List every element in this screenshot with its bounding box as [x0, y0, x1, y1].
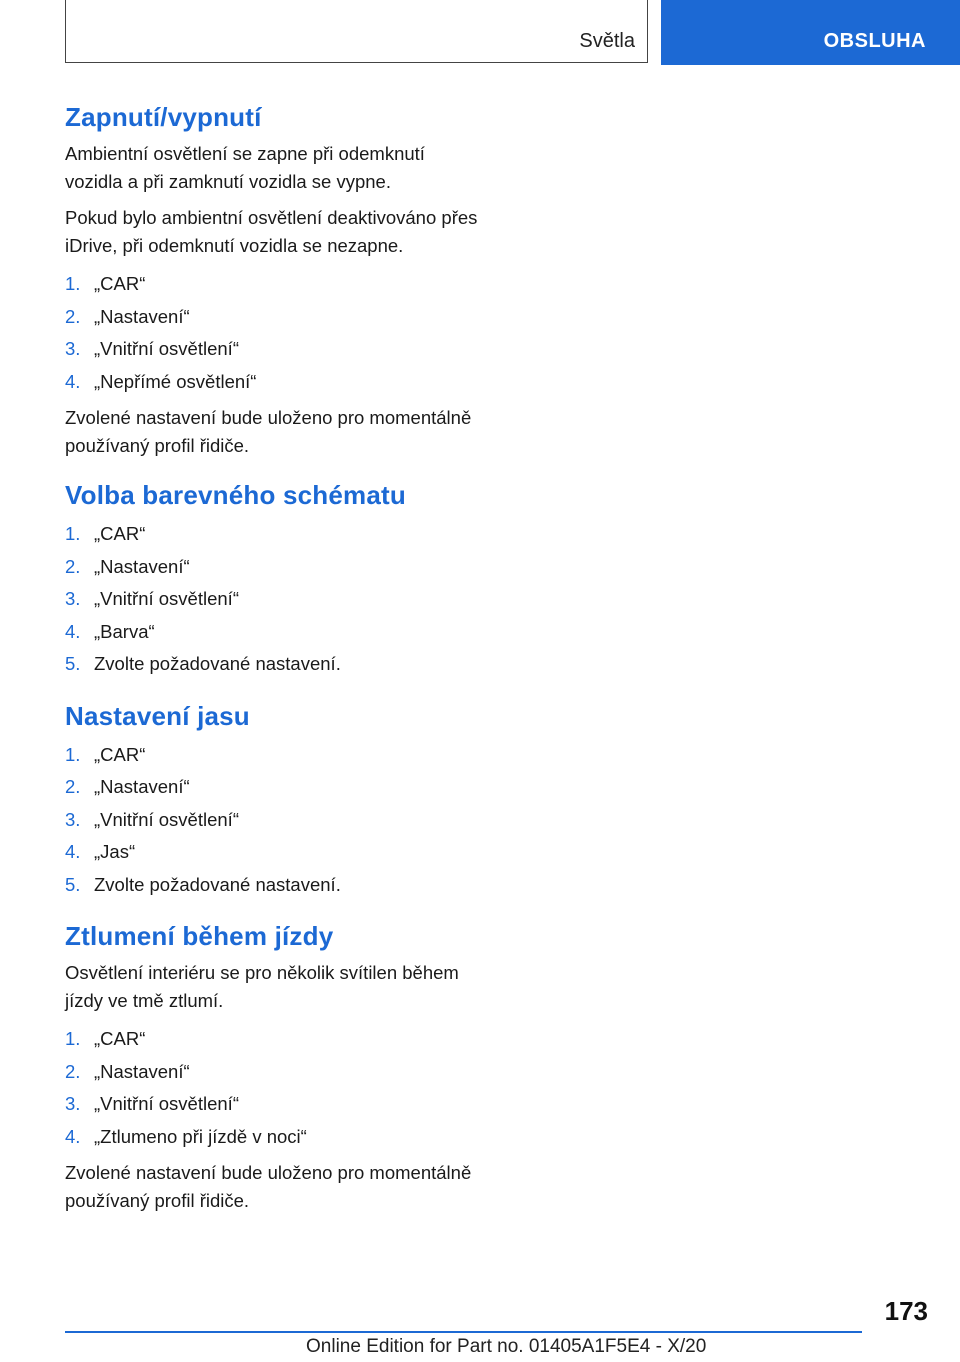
step-number: 4. — [65, 841, 81, 862]
list-item — [65, 333, 485, 366]
step-number: 5. — [65, 873, 81, 895]
step-text: „Nepřímé osvětlení“ — [94, 370, 257, 392]
step-text: „Barva“ — [94, 620, 155, 642]
list-item — [65, 518, 485, 551]
list-item — [65, 869, 485, 902]
step-number: 1. — [65, 743, 81, 765]
section-title: OBSLUHA — [823, 30, 926, 52]
steps-list — [65, 518, 485, 681]
step-number: 2. — [65, 776, 81, 797]
step-number: 3. — [65, 338, 81, 359]
footer-divider — [65, 1331, 862, 1333]
list-item — [65, 1023, 485, 1056]
steps-list — [65, 739, 485, 902]
step-number: 4. — [65, 620, 81, 642]
section-color-scheme — [65, 478, 485, 681]
step-text: „Nastavení“ — [94, 1060, 190, 1082]
list-item — [65, 739, 485, 772]
paragraph: Osvětlení interiéru se pro několik svítilen během jízdy ve tmě ztlumí. — [65, 962, 459, 1011]
heading-brightness: Nastavení jasu — [65, 700, 250, 731]
main-content — [65, 100, 485, 1233]
header-section-tab — [661, 0, 960, 65]
list-item — [65, 836, 485, 869]
step-number: 2. — [65, 305, 81, 327]
heading-dimming: Ztlumení během jízdy — [65, 921, 334, 951]
step-number: 3. — [65, 1093, 81, 1114]
step-number: 5. — [65, 653, 81, 674]
step-text: „Vnitřní osvětlení“ — [94, 338, 239, 359]
step-number: 4. — [65, 1125, 81, 1147]
note-paragraph: Zvolené nastavení bude uloženo pro momentálně používaný profil řidiče. — [65, 407, 472, 456]
step-number: 3. — [65, 588, 81, 609]
list-item — [65, 1121, 485, 1154]
step-text: „Vnitřní osvětlení“ — [94, 808, 239, 830]
step-number: 1. — [65, 273, 81, 294]
footer-edition: Online Edition for Part no. 01405A1F5E4 - X/20 — [306, 1336, 707, 1357]
paragraph: Pokud bylo ambientní osvětlení deaktivováno přes iDrive, při odemknutí vozidla se nezapne. — [65, 207, 478, 256]
step-text: Zvolte požadované nastavení. — [94, 873, 341, 895]
step-number: 3. — [65, 808, 81, 830]
list-item — [65, 1056, 485, 1089]
step-text: „Ztlumeno při jízdě v noci“ — [94, 1125, 307, 1147]
step-number: 1. — [65, 523, 81, 544]
section-on-off — [65, 100, 485, 460]
step-text: „CAR“ — [94, 523, 146, 544]
step-text: „Vnitřní osvětlení“ — [94, 1093, 239, 1114]
list-item — [65, 616, 485, 649]
step-text: „Nastavení“ — [94, 776, 190, 797]
step-number: 2. — [65, 555, 81, 577]
note-paragraph: Zvolené nastavení bude uloženo pro momentálně používaný profil řidiče. — [65, 1162, 472, 1211]
list-item — [65, 583, 485, 616]
step-number: 1. — [65, 1028, 81, 1049]
heading-color-scheme: Volba barevného schématu — [65, 480, 406, 510]
step-text: Zvolte požadované nastavení. — [94, 653, 341, 674]
step-text: „CAR“ — [94, 273, 146, 294]
step-number: 4. — [65, 370, 81, 392]
steps-list — [65, 268, 485, 398]
section-brightness — [65, 699, 485, 902]
step-text: „Jas“ — [94, 841, 136, 862]
step-text: „CAR“ — [94, 1028, 146, 1049]
paragraph: Ambientní osvětlení se zapne při odemknutí vozidla a při zamknutí vozidla se vypne. — [65, 143, 425, 192]
list-item — [65, 648, 485, 681]
header-chapter-tab — [65, 0, 648, 63]
step-text: „Nastavení“ — [94, 305, 190, 327]
heading-on-off: Zapnutí/vypnutí — [65, 102, 262, 132]
chapter-title: Světla — [579, 30, 635, 52]
list-item — [65, 804, 485, 837]
step-text: „CAR“ — [94, 743, 146, 765]
page-number: 173 — [884, 1296, 928, 1326]
list-item — [65, 301, 485, 334]
list-item — [65, 366, 485, 399]
steps-list — [65, 1023, 485, 1153]
list-item — [65, 771, 485, 804]
list-item — [65, 551, 485, 584]
step-text: „Nastavení“ — [94, 555, 190, 577]
section-dimming — [65, 919, 485, 1215]
list-item — [65, 1088, 485, 1121]
step-text: „Vnitřní osvětlení“ — [94, 588, 239, 609]
step-number: 2. — [65, 1060, 81, 1082]
list-item — [65, 268, 485, 301]
